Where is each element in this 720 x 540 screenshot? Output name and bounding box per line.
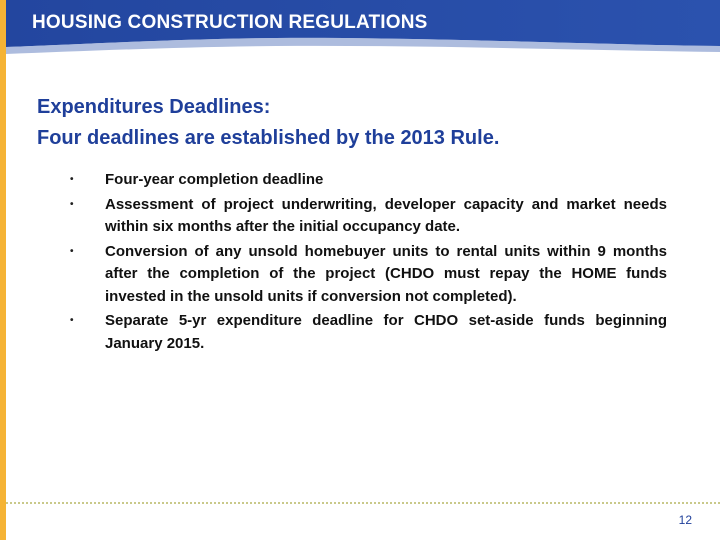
deadline-bullet-list xyxy=(70,169,667,357)
list-item xyxy=(70,169,667,192)
bullet-text: Conversion of any unsold homebuyer units to rental units within 9 months after the completion of the project (CHDO must repay the HOME funds invested in the unsold units if conversion not completed). xyxy=(105,242,667,305)
bullet-text: Separate 5-yr expenditure deadline for CHDO set-aside funds beginning January 2015. xyxy=(105,312,667,352)
list-item xyxy=(70,241,667,309)
left-accent-bar xyxy=(0,0,6,540)
footer-divider xyxy=(6,502,720,504)
header-title: HOUSING CONSTRUCTION REGULATIONS xyxy=(32,12,428,33)
bullet-icon: • xyxy=(70,198,74,210)
list-item xyxy=(70,310,667,355)
page-number: 12 xyxy=(678,513,692,527)
bullet-icon: • xyxy=(70,245,74,257)
bullet-icon: • xyxy=(70,315,74,326)
slide-heading xyxy=(37,92,499,154)
bullet-text: Four-year completion deadline xyxy=(105,171,324,188)
bullet-icon: • xyxy=(70,174,74,185)
bullet-text: Assessment of project underwriting, developer capacity and market needs within six months after the initial occupancy date. xyxy=(105,195,667,235)
heading-line-1: Expenditures Deadlines: xyxy=(37,96,271,118)
list-item xyxy=(70,194,667,239)
heading-line-2: Four deadlines are established by the 2013 Rule. xyxy=(37,127,500,149)
header-banner xyxy=(6,0,720,56)
